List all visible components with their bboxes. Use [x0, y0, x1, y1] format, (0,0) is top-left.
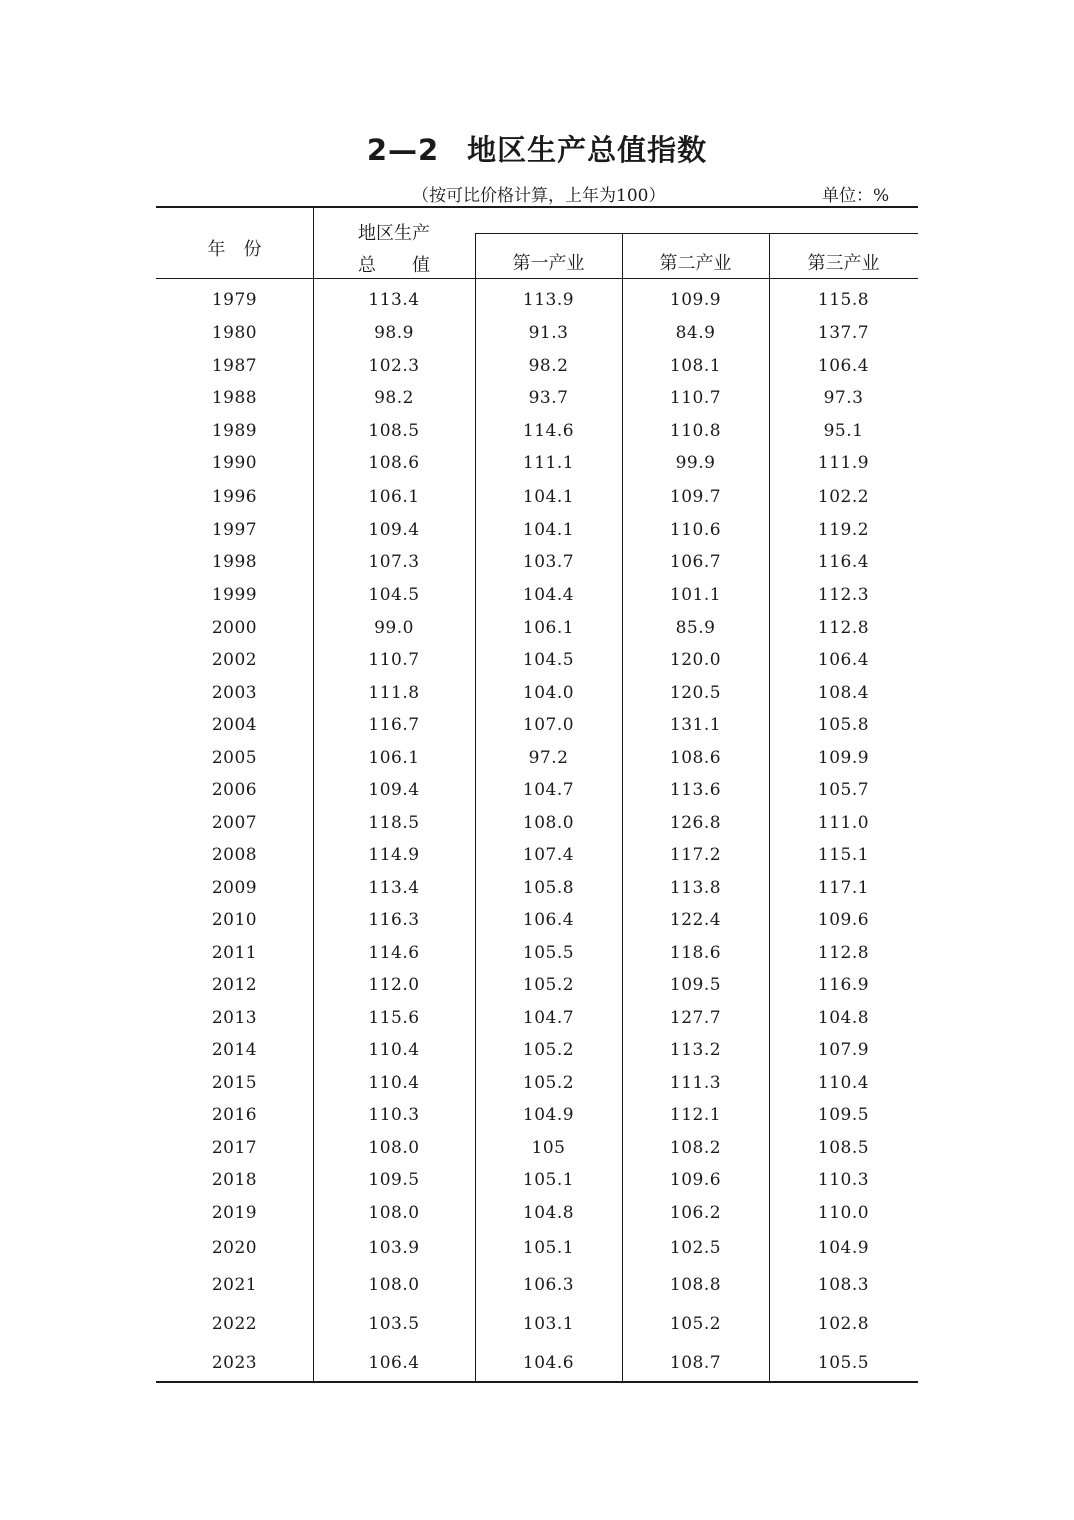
cell-year: 2016: [211, 1105, 258, 1125]
cell-primary: 104.9: [522, 1105, 575, 1125]
table-row: [156, 1099, 918, 1131]
cell-tertiary: 95.1: [823, 421, 864, 441]
cell-year: 1979: [211, 290, 258, 310]
cell-secondary: 126.8: [669, 813, 722, 833]
cell-gdp: 98.2: [374, 388, 414, 408]
cell-primary: 107.0: [522, 715, 575, 735]
cell-secondary: 109.6: [669, 1170, 722, 1190]
cell-secondary: 108.6: [669, 748, 722, 768]
cell-tertiary: 108.3: [817, 1275, 870, 1295]
table-row: [156, 1347, 918, 1379]
cell-primary: 103.1: [522, 1314, 575, 1334]
cell-tertiary: 112.3: [817, 585, 870, 605]
cell-primary: 104.5: [522, 650, 575, 670]
cell-tertiary: 116.9: [817, 975, 870, 995]
table-row: [156, 546, 918, 578]
table-row: [156, 937, 918, 969]
cell-gdp: 108.0: [368, 1203, 420, 1223]
cell-primary: 104.6: [522, 1353, 575, 1373]
cell-secondary: 120.0: [669, 650, 722, 670]
cell-year: 2017: [211, 1138, 258, 1158]
cell-primary: 105: [531, 1138, 566, 1158]
cell-tertiary: 109.6: [817, 910, 870, 930]
table-row: [156, 317, 918, 349]
table-row: [156, 350, 918, 382]
cell-primary: 105.5: [522, 943, 575, 963]
cell-year: 2020: [211, 1238, 258, 1258]
cell-tertiary: 109.9: [817, 748, 870, 768]
cell-secondary: 108.8: [669, 1275, 722, 1295]
table-row: [156, 872, 918, 904]
table-row: [156, 807, 918, 839]
cell-year: 2015: [211, 1073, 258, 1093]
cell-gdp: 107.3: [368, 552, 420, 572]
cell-year: 2005: [211, 748, 258, 768]
cell-primary: 108.0: [522, 813, 575, 833]
cell-secondary: 113.2: [669, 1040, 722, 1060]
cell-secondary: 108.1: [669, 356, 722, 376]
cell-year: 2012: [211, 975, 258, 995]
table-row: [156, 1232, 918, 1264]
cell-year: 1997: [211, 520, 258, 540]
cell-tertiary: 108.5: [817, 1138, 870, 1158]
cell-gdp: 114.6: [368, 943, 420, 963]
cell-secondary: 127.7: [669, 1008, 722, 1028]
cell-gdp: 99.0: [374, 618, 414, 638]
cell-secondary: 85.9: [675, 618, 716, 638]
table-row: [156, 1002, 918, 1034]
cell-primary: 105.2: [522, 975, 575, 995]
cell-primary: 104.7: [522, 780, 575, 800]
cell-year: 2021: [211, 1275, 258, 1295]
cell-secondary: 113.6: [669, 780, 722, 800]
cell-gdp: 104.5: [368, 585, 420, 605]
cell-gdp: 108.5: [368, 421, 420, 441]
cell-tertiary: 106.4: [817, 356, 870, 376]
cell-secondary: 106.7: [669, 552, 722, 572]
cell-tertiary: 108.4: [817, 683, 870, 703]
cell-secondary: 101.1: [669, 585, 722, 605]
cell-primary: 104.7: [522, 1008, 575, 1028]
title-text: 地区生产总值指数: [467, 133, 708, 167]
cell-tertiary: 110.3: [817, 1170, 870, 1190]
cell-primary: 114.6: [522, 421, 575, 441]
cell-gdp: 103.9: [368, 1238, 420, 1258]
cell-tertiary: 115.8: [817, 290, 870, 310]
table-row: [156, 415, 918, 447]
cell-primary: 93.7: [528, 388, 569, 408]
cell-gdp: 109.4: [368, 520, 420, 540]
cell-secondary: 109.5: [669, 975, 722, 995]
cell-tertiary: 111.0: [817, 813, 870, 833]
cell-primary: 103.7: [522, 552, 575, 572]
cell-year: 2023: [211, 1353, 258, 1373]
cell-primary: 106.4: [522, 910, 575, 930]
header-year: 年 份: [207, 239, 262, 260]
page-title: [0, 128, 1074, 169]
header-bottom-rule: [156, 278, 918, 279]
header-secondary-industry: 第二产业: [659, 253, 732, 274]
cell-tertiary: 107.9: [817, 1040, 870, 1060]
cell-year: 2013: [211, 1008, 258, 1028]
cell-year: 1988: [211, 388, 258, 408]
cell-year: 1999: [211, 585, 258, 605]
cell-tertiary: 105.5: [817, 1353, 870, 1373]
cell-tertiary: 116.4: [817, 552, 870, 572]
cell-primary: 104.4: [522, 585, 575, 605]
cell-secondary: 113.8: [669, 878, 722, 898]
cell-secondary: 99.9: [675, 453, 716, 473]
table-row: [156, 382, 918, 414]
header-inner-rule: [475, 233, 918, 234]
cell-gdp: 106.1: [368, 748, 420, 768]
cell-tertiary: 104.9: [817, 1238, 870, 1258]
title-code: 2—2: [366, 133, 440, 167]
cell-gdp: 114.9: [368, 845, 420, 865]
cell-year: 1996: [211, 487, 258, 507]
header-primary-industry: 第一产业: [512, 253, 585, 274]
cell-tertiary: 109.5: [817, 1105, 870, 1125]
table-top-rule: [156, 206, 918, 208]
cell-primary: 105.2: [522, 1073, 575, 1093]
cell-gdp: 116.7: [368, 715, 420, 735]
cell-secondary: 110.7: [669, 388, 722, 408]
table-row: [156, 709, 918, 741]
table-row: [156, 677, 918, 709]
cell-tertiary: 112.8: [817, 618, 870, 638]
cell-primary: 106.3: [522, 1275, 575, 1295]
cell-primary: 104.1: [522, 520, 575, 540]
cell-gdp: 113.4: [368, 878, 420, 898]
table-row: [156, 774, 918, 806]
table-row: [156, 612, 918, 644]
cell-year: 2018: [211, 1170, 258, 1190]
cell-tertiary: 117.1: [817, 878, 870, 898]
header-gdp-line1: 地区生产: [358, 223, 430, 244]
cell-primary: 97.2: [528, 748, 569, 768]
table-row: [156, 514, 918, 546]
table-row: [156, 579, 918, 611]
cell-year: 2008: [211, 845, 258, 865]
cell-year: 2004: [211, 715, 258, 735]
cell-year: 2002: [211, 650, 258, 670]
cell-year: 2003: [211, 683, 258, 703]
cell-secondary: 122.4: [669, 910, 722, 930]
cell-secondary: 109.9: [669, 290, 722, 310]
cell-primary: 113.9: [522, 290, 575, 310]
cell-year: 2000: [211, 618, 258, 638]
table-row: [156, 839, 918, 871]
cell-tertiary: 97.3: [823, 388, 864, 408]
cell-primary: 111.1: [522, 453, 575, 473]
table-row: [156, 1067, 918, 1099]
cell-secondary: 112.1: [669, 1105, 722, 1125]
cell-primary: 105.8: [522, 878, 575, 898]
table-row: [156, 742, 918, 774]
cell-tertiary: 137.7: [817, 323, 870, 343]
cell-gdp: 106.4: [368, 1353, 420, 1373]
cell-primary: 104.1: [522, 487, 575, 507]
table-row: [156, 284, 918, 316]
cell-secondary: 110.6: [669, 520, 722, 540]
cell-primary: 105.2: [522, 1040, 575, 1060]
cell-tertiary: 119.2: [817, 520, 870, 540]
cell-gdp: 111.8: [368, 683, 420, 703]
cell-primary: 107.4: [522, 845, 575, 865]
cell-gdp: 109.5: [368, 1170, 420, 1190]
cell-secondary: 105.2: [669, 1314, 722, 1334]
table-row: [156, 1308, 918, 1340]
table-row: [156, 1164, 918, 1196]
header-gdp-line2: 总 值: [358, 255, 430, 276]
cell-year: 1990: [211, 453, 258, 473]
cell-secondary: 118.6: [669, 943, 722, 963]
table-bottom-rule: [156, 1381, 918, 1383]
cell-gdp: 110.7: [368, 650, 420, 670]
cell-year: 2007: [211, 813, 258, 833]
cell-year: 2010: [211, 910, 258, 930]
cell-tertiary: 102.8: [817, 1314, 870, 1334]
cell-year: 2009: [211, 878, 258, 898]
cell-gdp: 112.0: [368, 975, 420, 995]
cell-gdp: 118.5: [368, 813, 420, 833]
cell-tertiary: 106.4: [817, 650, 870, 670]
cell-primary: 91.3: [528, 323, 569, 343]
cell-gdp: 108.6: [368, 453, 420, 473]
cell-year: 1987: [211, 356, 258, 376]
cell-tertiary: 102.2: [817, 487, 870, 507]
cell-gdp: 110.4: [368, 1073, 420, 1093]
cell-gdp: 108.0: [368, 1138, 420, 1158]
cell-secondary: 111.3: [669, 1073, 722, 1093]
cell-gdp: 103.5: [368, 1314, 420, 1334]
cell-gdp: 102.3: [368, 356, 420, 376]
cell-gdp: 106.1: [368, 487, 420, 507]
cell-secondary: 110.8: [669, 421, 722, 441]
cell-year: 1989: [211, 421, 258, 441]
cell-year: 2022: [211, 1314, 258, 1334]
cell-primary: 105.1: [522, 1170, 575, 1190]
cell-year: 2011: [211, 943, 258, 963]
unit-label: 单位：%: [822, 186, 890, 206]
cell-tertiary: 110.4: [817, 1073, 870, 1093]
cell-primary: 106.1: [522, 618, 575, 638]
table-row: [156, 644, 918, 676]
cell-secondary: 102.5: [669, 1238, 722, 1258]
table-row: [156, 447, 918, 479]
cell-gdp: 98.9: [374, 323, 414, 343]
cell-secondary: 131.1: [669, 715, 722, 735]
cell-gdp: 115.6: [368, 1008, 420, 1028]
cell-year: 1980: [211, 323, 258, 343]
cell-secondary: 84.9: [675, 323, 716, 343]
table-row: [156, 481, 918, 513]
cell-primary: 104.0: [522, 683, 575, 703]
table-subtitle: （按可比价格计算，上年为100）: [412, 186, 666, 206]
cell-primary: 98.2: [528, 356, 569, 376]
cell-year: 2019: [211, 1203, 258, 1223]
cell-secondary: 120.5: [669, 683, 722, 703]
table-row: [156, 904, 918, 936]
cell-tertiary: 110.0: [817, 1203, 870, 1223]
cell-secondary: 108.2: [669, 1138, 722, 1158]
cell-gdp: 109.4: [368, 780, 420, 800]
cell-primary: 104.8: [522, 1203, 575, 1223]
table-row: [156, 1034, 918, 1066]
cell-secondary: 117.2: [669, 845, 722, 865]
cell-secondary: 106.2: [669, 1203, 722, 1223]
cell-gdp: 110.3: [368, 1105, 420, 1125]
header-tertiary-industry: 第三产业: [807, 253, 880, 274]
cell-year: 1998: [211, 552, 258, 572]
table-row: [156, 1197, 918, 1229]
cell-gdp: 110.4: [368, 1040, 420, 1060]
cell-secondary: 109.7: [669, 487, 722, 507]
table-row: [156, 969, 918, 1001]
cell-tertiary: 111.9: [817, 453, 870, 473]
cell-tertiary: 104.8: [817, 1008, 870, 1028]
cell-tertiary: 105.8: [817, 715, 870, 735]
cell-gdp: 108.0: [368, 1275, 420, 1295]
cell-year: 2014: [211, 1040, 258, 1060]
cell-gdp: 113.4: [368, 290, 420, 310]
cell-primary: 105.1: [522, 1238, 575, 1258]
cell-tertiary: 105.7: [817, 780, 870, 800]
table-row: [156, 1132, 918, 1164]
cell-year: 2006: [211, 780, 258, 800]
cell-tertiary: 112.8: [817, 943, 870, 963]
cell-gdp: 116.3: [368, 910, 420, 930]
cell-tertiary: 115.1: [817, 845, 870, 865]
table-row: [156, 1269, 918, 1301]
cell-secondary: 108.7: [669, 1353, 722, 1373]
